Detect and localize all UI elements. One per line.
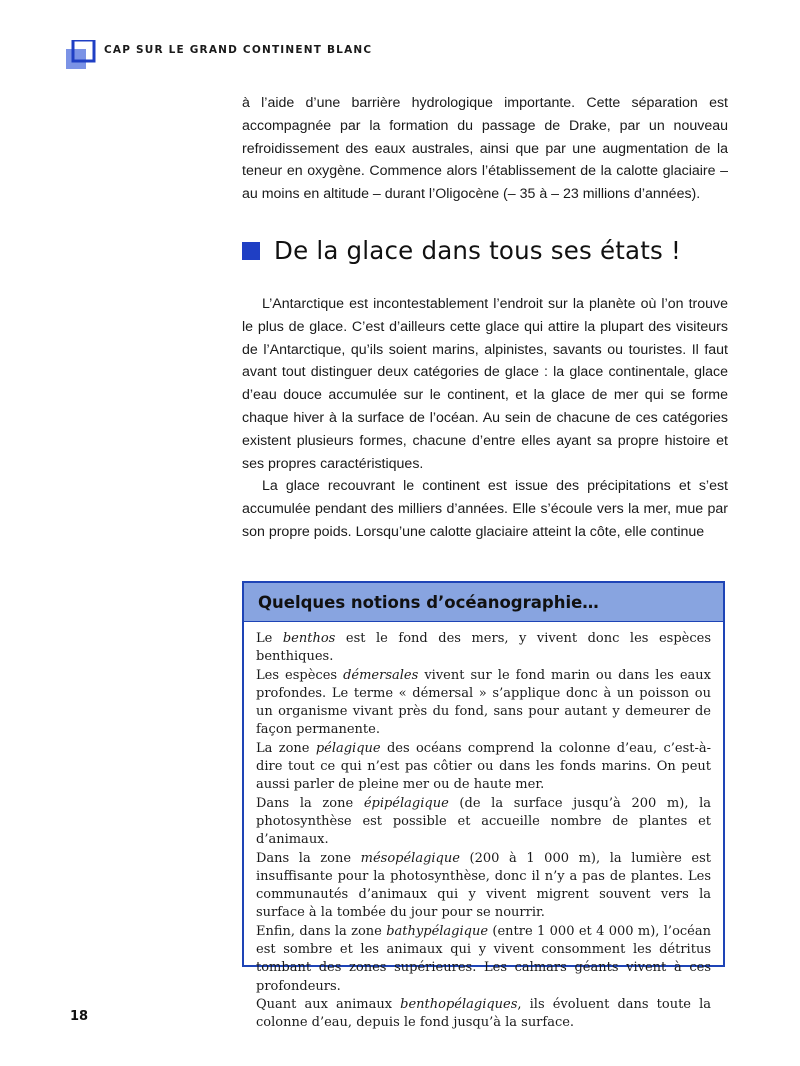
section-paragraph: La glace recouvrant le continent est issue des précipitations et s’est accumulée pendant des milliers d’années. Elle s’écoule vers la mer, mue par son propre poids. Lorsqu’une calotte glaciaire atteint la côte, elle continue xyxy=(242,478,728,540)
definition-benthos: Le benthos est le fond des mers, y vivent donc les espèces benthiques. xyxy=(256,631,711,665)
intro-paragraph xyxy=(242,92,728,206)
definition-bathypelagique: Enfin, dans la zone bathypélagique (entre 1 000 et 4 000 m), l’océan est sombre et les animaux qui y vivent consomment les détritus tombant des zones supérieures. Les calmars géants vivent à ces profondeurs. xyxy=(256,923,711,994)
definition-demersales: Les espèces démersales vivent sur le fond marin ou dans les eaux profondes. Le terme « démersal » s’applique donc à un poisson ou un organisme vivant près du fond, sans pour autant y demeurer de façon permanente. xyxy=(256,667,711,738)
section-paragraph: L’Antarctique est incontestablement l’endroit sur la planète où l’on trouve le plus de glace. C’est d’ailleurs cette glace qui attire la plupart des visiteurs de l’Antarctique, qu’ils soient marins, alpinistes, savants ou touristes. Il faut avant tout distinguer deux catégories de glace : la glace continentale, glace d’eau douce accumulée sur le continent, et la glace de mer qui se forme chaque hiver à la surface de l’océan. Au sein de chacune de ces catégories existent plusieurs formes, chacune d’entre elles ayant sa propre histoire et ses propres caractéristiques. xyxy=(242,296,728,472)
definition-benthopelagiques: Quant aux animaux benthopélagiques, ils évoluent dans toute la colonne d’eau, depuis le fond jusqu’à la surface. xyxy=(256,996,711,1031)
definition-epipelagique: Dans la zone épipélagique (de la surface jusqu’à 200 m), la photosynthèse est possible et accueille nombre de plantes et d’animaux. xyxy=(256,795,711,848)
running-header: CAP SUR LE GRAND CONTINENT BLANC xyxy=(104,44,373,56)
oceanography-box xyxy=(242,581,725,1031)
definition-pelagique: La zone pélagique des océans comprend la colonne d’eau, c’est-à-dire tout ce qui n’est pas côtier ou dans les fonds marins. On peut aussi parler de pleine mer ou de haute mer. xyxy=(256,740,712,793)
section-title: De la glace dans tous ses états ! xyxy=(274,236,682,265)
page-number: 18 xyxy=(70,1009,89,1024)
box-title: Quelques notions d’océanographie… xyxy=(258,592,599,612)
intro-text: à l’aide d’une barrière hydrologique importante. Cette séparation est accompagnée par la formation du passage de Drake, par un nouveau refroidissement des eaux australes, ainsi que par une augmentation de la teneur en oxygène. Commence alors l’établissement de la calotte glaciaire – au moins en altitude – durant l’Oligocène (– 35 à – 23 millions d’années). xyxy=(242,95,728,203)
box-body xyxy=(244,622,723,1033)
definition-mesopelagique: Dans la zone mésopélagique (200 à 1 000 m), la lumière est insuffisante pour la photosynthèse, donc il n’y a pas de plantes. Les communautés d’animaux qui y vivent migrent souvent vers la surface à la tombée du jour pour se nourrir. xyxy=(256,850,711,921)
section-heading xyxy=(242,236,681,265)
heading-square-icon xyxy=(242,242,260,260)
book-logo-icon xyxy=(66,40,96,70)
section-body xyxy=(242,293,728,544)
box-header xyxy=(244,583,723,622)
